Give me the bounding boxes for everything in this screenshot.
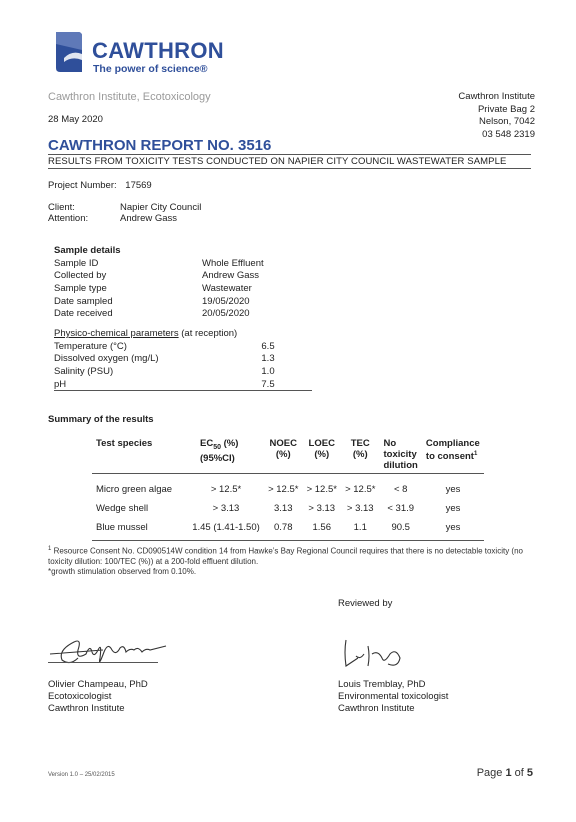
- signature-line-left: [48, 662, 158, 663]
- department: Cawthron Institute, Ecotoxicology: [48, 91, 211, 103]
- address-line: 03 548 2319: [482, 128, 535, 140]
- row-value: 6.5: [261, 340, 275, 352]
- table-row: [54, 257, 264, 270]
- physico-table: [54, 340, 312, 390]
- logo-wordmark: CAWTHRON: [92, 38, 224, 63]
- sample-details-table: [54, 257, 264, 320]
- subtitle-rule: [48, 168, 531, 169]
- footnotes: [48, 544, 533, 577]
- cell-noec: 0.78: [274, 522, 293, 533]
- cell-ec50: 1.45 (1.41-1.50): [192, 522, 260, 533]
- client-value: Napier City Council: [120, 202, 202, 213]
- row-label: Sample ID: [54, 257, 99, 269]
- row-value: 20/05/2020: [202, 308, 250, 320]
- table-row: [54, 365, 312, 378]
- physico-heading: [54, 328, 312, 339]
- client-label: Client:: [48, 202, 75, 213]
- address-line: Private Bag 2: [477, 103, 535, 115]
- report-title: CAWTHRON REPORT NO. 3516: [48, 137, 272, 154]
- cawthron-logo-icon: [54, 28, 84, 74]
- cell-loec: 1.56: [312, 522, 331, 533]
- footnote-1-text: Resource Consent No. CD090514W condition 14 from Hawke’s Bay Regional Council requires that there is no detectable toxicity (no toxicity dilution: 100/TEC (%)) at a 200-fold effluent dilution.: [48, 546, 523, 566]
- cell-ec50: > 12.5*: [210, 484, 242, 495]
- table-row: [54, 295, 264, 308]
- page-total: 5: [526, 767, 533, 779]
- cell-tec: > 12.5*: [345, 484, 376, 495]
- report-subtitle: RESULTS FROM TOXICITY TESTS CONDUCTED ON NAPIER CITY COUNCIL WASTEWATER SAMPLE: [48, 156, 507, 167]
- cell-no-toxicity: 90.5: [391, 522, 410, 533]
- ec50-subscript: 50: [213, 443, 221, 451]
- title-rule: [48, 154, 531, 155]
- cell-ec50: > 3.13: [212, 503, 240, 514]
- sample-details-heading: Sample details: [54, 245, 121, 256]
- cell-noec: > 12.5*: [268, 484, 299, 495]
- physico-heading-suffix: (at reception): [178, 327, 238, 339]
- logo-tagline: The power of science®: [93, 63, 208, 75]
- row-label: Dissolved oxygen (mg/L): [54, 353, 159, 365]
- page-number: [477, 767, 533, 779]
- table-row: [54, 353, 312, 366]
- noec-label: NOEC: [269, 438, 297, 449]
- table-header-row: [92, 438, 484, 474]
- signature-champeau: [48, 630, 178, 670]
- cell-noec: 3.13: [274, 503, 293, 514]
- table-row: [54, 340, 312, 353]
- col-no-toxicity: [380, 438, 422, 474]
- project-label: Project Number:: [48, 180, 117, 191]
- footnote-2: *growth stimulation observed from 0.10%.: [48, 566, 197, 576]
- tec-label: TEC: [350, 438, 370, 449]
- comp-line2: to consent: [425, 451, 474, 463]
- signatory-org: Cawthron Institute: [48, 703, 125, 714]
- comp-sup: 1: [473, 451, 478, 457]
- address-line: Nelson, 7042: [479, 116, 535, 127]
- sample-details-rule: [54, 390, 312, 391]
- row-value: 1.0: [261, 365, 275, 377]
- signatory-name: Olivier Champeau, PhD: [48, 679, 148, 690]
- nt-line2: toxicity: [383, 449, 417, 460]
- page-of: of: [511, 767, 527, 779]
- row-label: Sample type: [54, 282, 107, 294]
- cell-species: Blue mussel: [96, 522, 148, 533]
- address-block: [458, 91, 535, 141]
- signatory-right: [338, 679, 448, 715]
- page-prefix: Page: [476, 767, 506, 779]
- table-row: [92, 474, 484, 500]
- cell-compliance: yes: [445, 503, 461, 514]
- footnote-marker: 1: [48, 546, 52, 552]
- project-value: 17569: [125, 180, 152, 191]
- summary-heading: Summary of the results: [48, 414, 154, 425]
- cell-species: Micro green algae: [96, 484, 173, 495]
- row-label: Collected by: [54, 270, 107, 282]
- row-label: Date received: [54, 308, 113, 320]
- table-row: [54, 270, 264, 283]
- loec-label: LOEC: [308, 438, 335, 449]
- address-line: Cawthron Institute: [458, 91, 535, 102]
- table-row: [92, 518, 484, 541]
- table-row: [54, 378, 312, 391]
- footnote-1: [48, 544, 533, 567]
- row-value: Whole Effluent: [202, 257, 264, 269]
- cell-tec: > 3.13: [346, 503, 374, 514]
- comp-line1: Compliance: [425, 438, 480, 449]
- signatory-org: Cawthron Institute: [338, 703, 415, 714]
- signatory-left: [48, 679, 148, 715]
- nt-line3: dilution: [383, 460, 418, 471]
- signatory-role: Environmental toxicologist: [338, 691, 449, 702]
- reviewed-by-label: Reviewed by: [338, 598, 393, 609]
- signature-tremblay: [338, 636, 418, 672]
- col-loec: [303, 438, 342, 474]
- row-value: 19/05/2020: [202, 295, 250, 307]
- cell-species: Wedge shell: [96, 503, 149, 514]
- col-species: Test species: [96, 438, 153, 449]
- col-ec50: [188, 438, 264, 474]
- row-value: Wastewater: [202, 282, 252, 294]
- col-compliance: [422, 438, 484, 474]
- cell-no-toxicity: < 8: [393, 484, 408, 495]
- project-number: [48, 180, 152, 191]
- row-label: pH: [54, 378, 67, 390]
- page-current: 1: [505, 767, 512, 779]
- cell-tec: 1.1: [353, 522, 367, 533]
- table-row: [54, 282, 264, 295]
- version-label: Version 1.0 – 25/02/2015: [48, 772, 115, 778]
- row-label: Salinity (PSU): [54, 365, 114, 377]
- table-row: [54, 307, 264, 320]
- table-row: [92, 499, 484, 518]
- physico-heading-text: Physico-chemical parameters: [54, 327, 179, 339]
- nt-line1: No: [383, 438, 397, 449]
- attention-label: Attention:: [48, 213, 89, 224]
- tec-unit: (%): [352, 449, 368, 460]
- row-value: 7.5: [261, 378, 275, 390]
- ec50-ci: (95%CI): [200, 452, 235, 464]
- row-value: Andrew Gass: [202, 270, 260, 282]
- signatory-name: Louis Tremblay, PhD: [338, 679, 426, 690]
- noec-unit: (%): [275, 449, 291, 460]
- attention-value: Andrew Gass: [120, 213, 178, 224]
- cell-compliance: yes: [445, 522, 461, 533]
- results-table: [92, 438, 484, 541]
- cell-no-toxicity: < 31.9: [387, 503, 415, 514]
- ec50-label: EC: [200, 438, 214, 449]
- cell-compliance: yes: [445, 484, 461, 495]
- cell-loec: > 3.13: [308, 503, 336, 514]
- signatory-role: Ecotoxicologist: [48, 691, 112, 702]
- col-tec: [341, 438, 380, 474]
- report-date: 28 May 2020: [48, 114, 103, 125]
- cell-loec: > 12.5*: [306, 484, 337, 495]
- row-label: Temperature (°C): [54, 340, 127, 352]
- sample-details-box: [54, 245, 312, 391]
- row-label: Date sampled: [54, 295, 113, 307]
- loec-unit: (%): [314, 449, 330, 460]
- row-value: 1.3: [261, 353, 275, 365]
- col-noec: [264, 438, 303, 474]
- ec50-unit: (%): [221, 438, 239, 449]
